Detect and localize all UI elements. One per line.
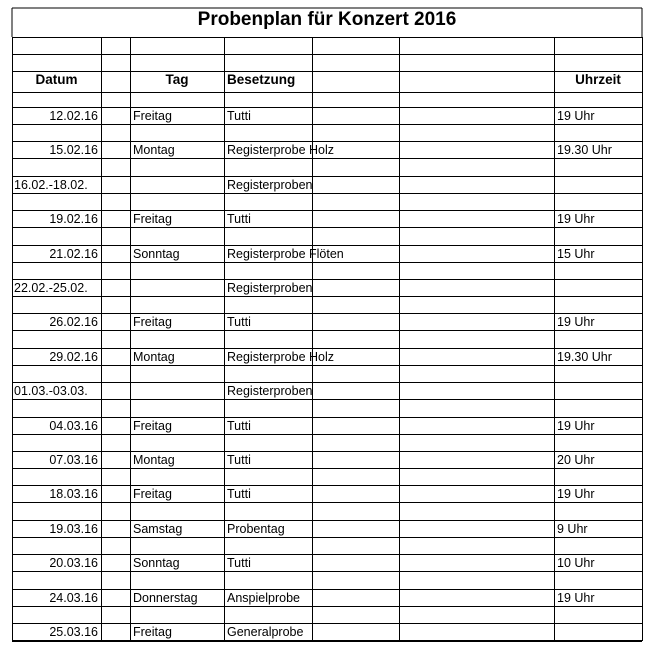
cell-datum: 20.03.16 xyxy=(49,556,98,570)
cell-tag: Sonntag xyxy=(133,247,180,261)
cell-besetzung: Registerprobe Holz xyxy=(227,143,334,157)
cell-besetzung: Registerproben xyxy=(227,384,313,398)
cell-tag: Freitag xyxy=(133,212,172,226)
cell-tag: Donnerstag xyxy=(133,591,198,605)
column-header-uhrzeit: Uhrzeit xyxy=(575,72,621,87)
cell-besetzung: Tutti xyxy=(227,487,251,501)
page-title: Probenplan für Konzert 2016 xyxy=(197,9,457,30)
column-header-besetzung: Besetzung xyxy=(227,72,296,87)
cell-datum: 04.03.16 xyxy=(49,419,98,433)
cell-besetzung: Tutti xyxy=(227,556,251,570)
grid-horizontal-lines xyxy=(12,8,642,642)
cell-tag: Samstag xyxy=(133,522,183,536)
cell-besetzung: Tutti xyxy=(227,453,251,467)
cell-uhrzeit: 20 Uhr xyxy=(557,453,595,467)
cell-uhrzeit: 15 Uhr xyxy=(557,247,595,261)
cell-tag: Freitag xyxy=(133,419,172,433)
cell-uhrzeit: 19 Uhr xyxy=(557,419,595,433)
cell-uhrzeit: 19.30 Uhr xyxy=(557,143,612,157)
cell-besetzung: Tutti xyxy=(227,419,251,433)
cell-uhrzeit: 10 Uhr xyxy=(557,556,595,570)
cell-datum: 29.02.16 xyxy=(49,350,98,364)
cell-besetzung: Registerproben xyxy=(227,178,313,192)
cell-tag: Freitag xyxy=(133,487,172,501)
cell-uhrzeit: 19 Uhr xyxy=(557,487,595,501)
cell-uhrzeit: 19 Uhr xyxy=(557,109,595,123)
cell-datum: 21.02.16 xyxy=(49,247,98,261)
cell-uhrzeit: 19 Uhr xyxy=(557,315,595,329)
cell-uhrzeit: 9 Uhr xyxy=(557,522,588,536)
cell-datum: 25.03.16 xyxy=(49,625,98,639)
cell-besetzung: Generalprobe xyxy=(227,625,304,639)
cell-datum: 07.03.16 xyxy=(49,453,98,467)
cell-besetzung: Tutti xyxy=(227,109,251,123)
cell-besetzung: Probentag xyxy=(227,522,285,536)
cell-datum: 18.03.16 xyxy=(49,487,98,501)
cell-datum: 12.02.16 xyxy=(49,109,98,123)
cell-besetzung: Registerprobe Flöten xyxy=(227,247,344,261)
cell-besetzung: Anspielprobe xyxy=(227,591,300,605)
cell-tag: Freitag xyxy=(133,625,172,639)
cell-tag: Sonntag xyxy=(133,556,180,570)
cell-tag: Freitag xyxy=(133,315,172,329)
column-header-tag: Tag xyxy=(165,72,189,87)
cell-besetzung: Tutti xyxy=(227,315,251,329)
cell-besetzung: Tutti xyxy=(227,212,251,226)
cell-tag: Montag xyxy=(133,453,175,467)
cell-datum: 16.02.-18.02. xyxy=(14,178,88,192)
cell-tag: Montag xyxy=(133,143,175,157)
cell-tag: Montag xyxy=(133,350,175,364)
cell-uhrzeit: 19 Uhr xyxy=(557,212,595,226)
cell-besetzung: Registerproben xyxy=(227,281,313,295)
cell-uhrzeit: 19.30 Uhr xyxy=(557,350,612,364)
cell-besetzung: Registerprobe Holz xyxy=(227,350,334,364)
cell-datum: 24.03.16 xyxy=(49,591,98,605)
cell-datum: 15.02.16 xyxy=(49,143,98,157)
cell-uhrzeit: 19 Uhr xyxy=(557,591,595,605)
cell-tag: Freitag xyxy=(133,109,172,123)
cell-datum: 22.02.-25.02. xyxy=(14,281,88,295)
cell-datum: 19.02.16 xyxy=(49,212,98,226)
grid-vertical-lines xyxy=(13,37,643,641)
cell-datum: 19.03.16 xyxy=(49,522,98,536)
cell-datum: 26.02.16 xyxy=(49,315,98,329)
cell-datum: 01.03.-03.03. xyxy=(14,384,88,398)
column-header-datum: Datum xyxy=(35,72,78,87)
